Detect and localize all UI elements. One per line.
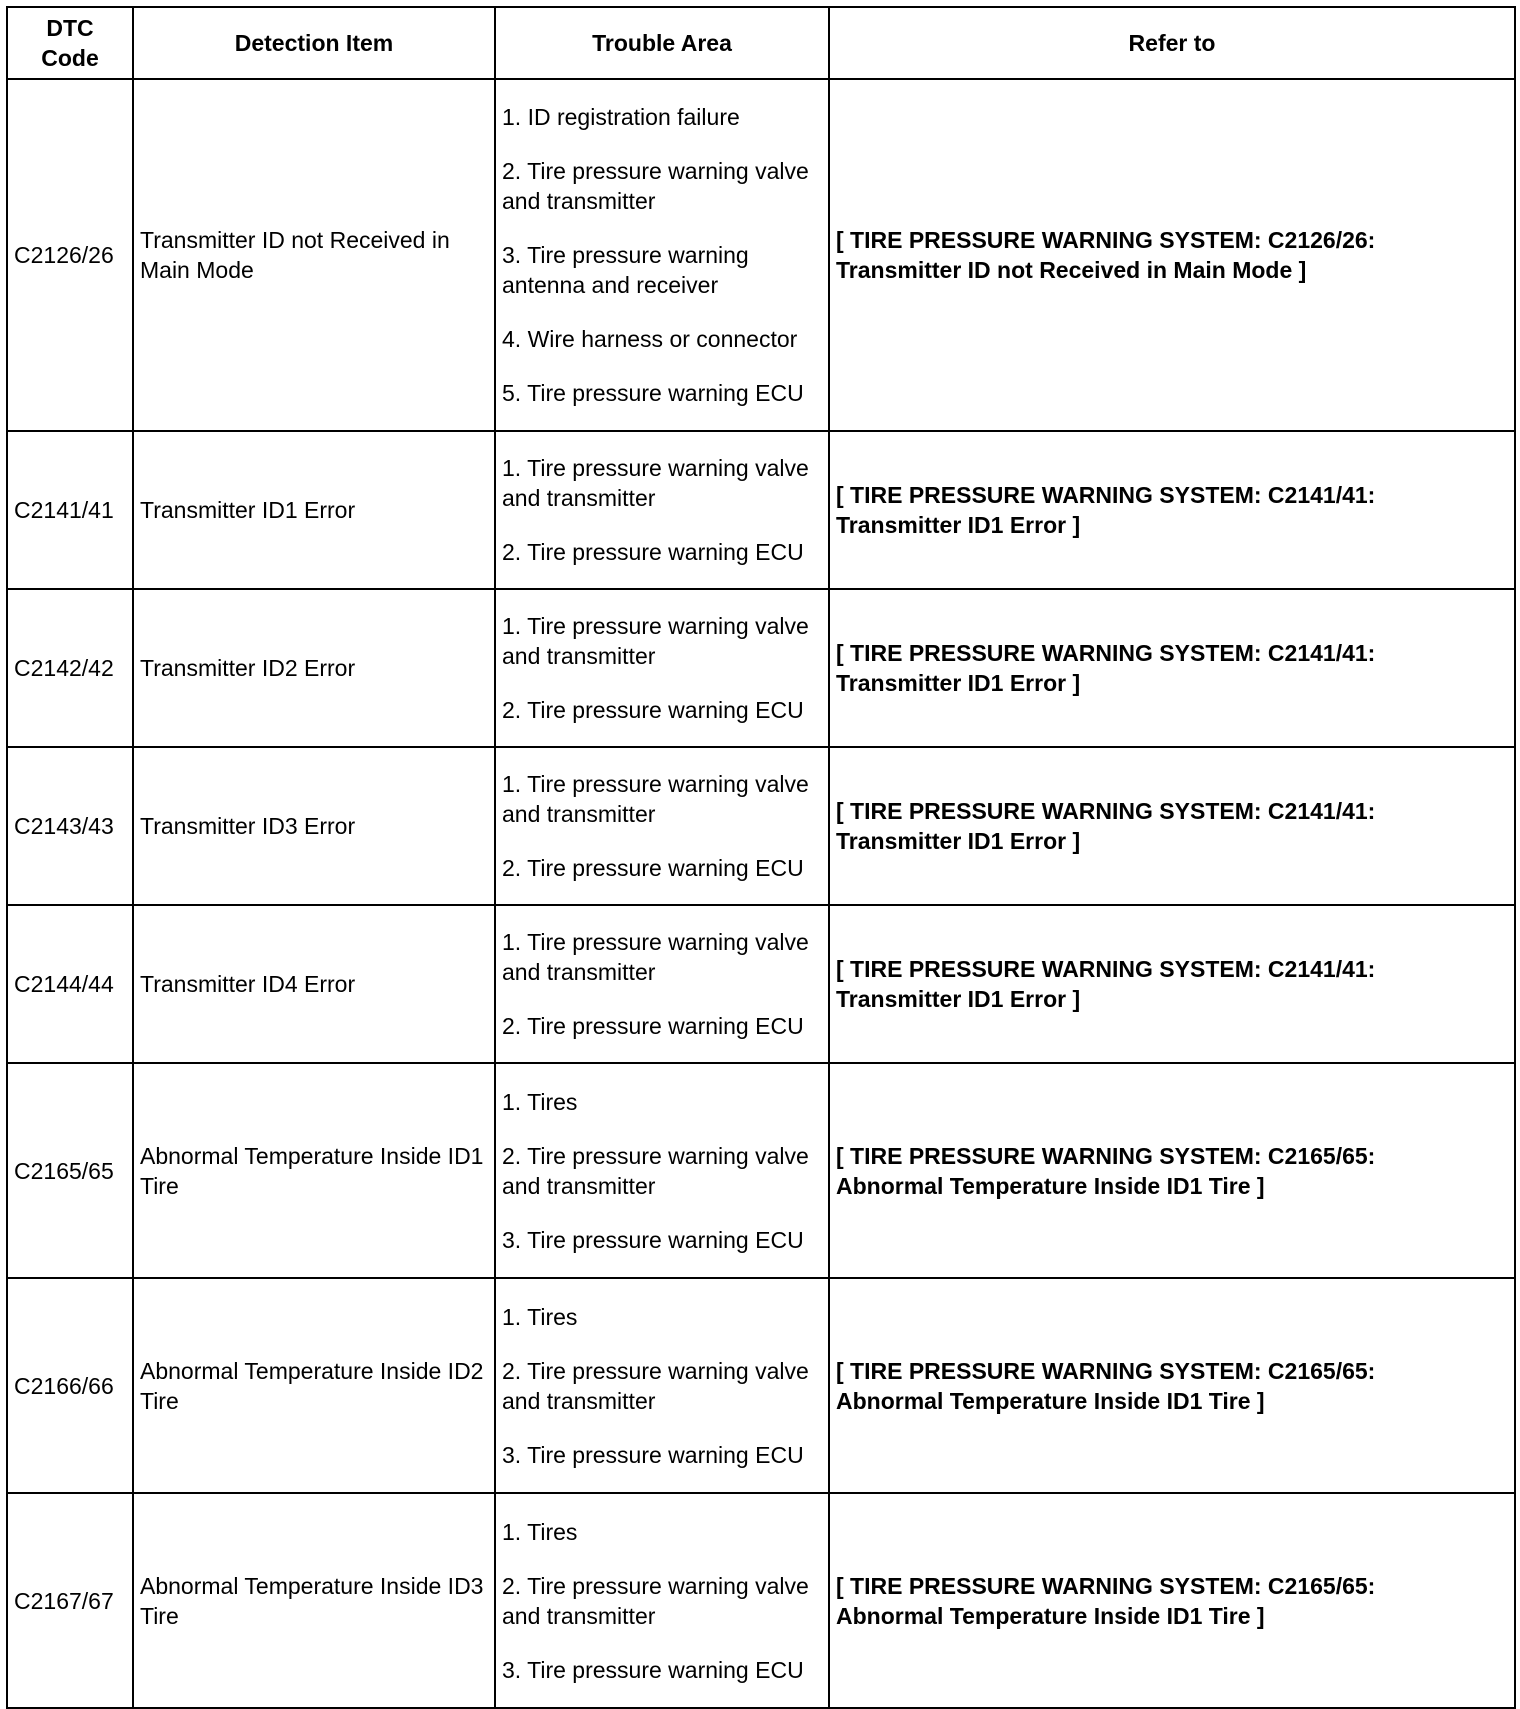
trouble-area-list — [502, 1087, 822, 1255]
trouble-area-item: 1. Tire pressure warning valve and transmitter — [502, 929, 809, 985]
trouble-area-item: 1. Tire pressure warning valve and transmitter — [502, 771, 809, 827]
refer-to-link[interactable]: [ TIRE PRESSURE WARNING SYSTEM: C2141/41: Transmitter ID1 Error ] — [836, 956, 1376, 1012]
refer-to-link[interactable]: [ TIRE PRESSURE WARNING SYSTEM: C2141/41: Transmitter ID1 Error ] — [836, 482, 1376, 538]
refer-to-cell — [829, 1493, 1515, 1708]
dtc-code-cell: C2165/65 — [7, 1063, 133, 1278]
trouble-area-item: 1. Tires — [502, 1303, 578, 1330]
refer-to-link[interactable]: [ TIRE PRESSURE WARNING SYSTEM: C2141/41: Transmitter ID1 Error ] — [836, 798, 1376, 854]
trouble-area-cell — [495, 1493, 829, 1708]
table-row — [7, 747, 1515, 905]
header-refer-to: Refer to — [829, 7, 1515, 79]
table-row — [7, 1278, 1515, 1493]
detection-item-cell: Transmitter ID3 Error — [133, 747, 495, 905]
table-header-row — [7, 7, 1515, 79]
dtc-code-cell: C2141/41 — [7, 431, 133, 589]
refer-to-cell — [829, 1063, 1515, 1278]
table-row — [7, 589, 1515, 747]
table-row — [7, 1493, 1515, 1708]
trouble-area-list — [502, 769, 822, 883]
detection-item-cell: Abnormal Temperature Inside ID2 Tire — [133, 1278, 495, 1493]
trouble-area-item: 1. ID registration failure — [502, 104, 740, 130]
trouble-area-cell — [495, 905, 829, 1063]
refer-to-cell — [829, 589, 1515, 747]
trouble-area-item: 1. Tire pressure warning valve and transmitter — [502, 613, 809, 669]
header-dtc-code: DTC Code — [7, 7, 133, 79]
refer-to-cell — [829, 905, 1515, 1063]
trouble-area-list — [502, 927, 822, 1041]
detection-item-cell: Abnormal Temperature Inside ID3 Tire — [133, 1493, 495, 1708]
trouble-area-cell — [495, 747, 829, 905]
header-trouble-area: Trouble Area — [495, 7, 829, 79]
trouble-area-cell — [495, 431, 829, 589]
refer-to-cell — [829, 79, 1515, 431]
trouble-area-list — [502, 611, 822, 725]
trouble-area-cell — [495, 589, 829, 747]
table-row — [7, 1063, 1515, 1278]
detection-item-cell: Transmitter ID4 Error — [133, 905, 495, 1063]
trouble-area-item: 4. Wire harness or connector — [502, 326, 798, 352]
detection-item-cell: Transmitter ID2 Error — [133, 589, 495, 747]
refer-to-link[interactable]: [ TIRE PRESSURE WARNING SYSTEM: C2141/41: Transmitter ID1 Error ] — [836, 640, 1376, 696]
trouble-area-item: 3. Tire pressure warning ECU — [502, 1441, 804, 1468]
trouble-area-item: 1. Tires — [502, 1088, 578, 1115]
trouble-area-list — [502, 1302, 822, 1470]
trouble-area-item: 5. Tire pressure warning ECU — [502, 380, 804, 406]
dtc-code-cell: C2166/66 — [7, 1278, 133, 1493]
trouble-area-cell — [495, 79, 829, 431]
dtc-table — [6, 6, 1516, 1709]
refer-to-cell — [829, 1278, 1515, 1493]
refer-to-link[interactable]: [ TIRE PRESSURE WARNING SYSTEM: C2165/65: Abnormal Temperature Inside ID1 Tire ] — [836, 1572, 1376, 1629]
dtc-code-cell: C2142/42 — [7, 589, 133, 747]
table-row — [7, 79, 1515, 431]
refer-to-link[interactable]: [ TIRE PRESSURE WARNING SYSTEM: C2165/65: Abnormal Temperature Inside ID1 Tire ] — [836, 1357, 1376, 1414]
refer-to-link[interactable]: [ TIRE PRESSURE WARNING SYSTEM: C2126/26: Transmitter ID not Received in Main Mode ] — [836, 227, 1376, 283]
refer-to-cell — [829, 431, 1515, 589]
detection-item-cell: Abnormal Temperature Inside ID1 Tire — [133, 1063, 495, 1278]
trouble-area-item: 2. Tire pressure warning valve and transmitter — [502, 1572, 809, 1629]
detection-item-cell: Transmitter ID1 Error — [133, 431, 495, 589]
dtc-code-cell: C2144/44 — [7, 905, 133, 1063]
trouble-area-item: 3. Tire pressure warning ECU — [502, 1226, 804, 1253]
trouble-area-item: 3. Tire pressure warning antenna and receiver — [502, 242, 749, 298]
trouble-area-item: 1. Tire pressure warning valve and transmitter — [502, 455, 809, 511]
dtc-code-cell: C2126/26 — [7, 79, 133, 431]
trouble-area-item: 1. Tires — [502, 1518, 578, 1545]
header-detection-item: Detection Item — [133, 7, 495, 79]
table-row — [7, 431, 1515, 589]
trouble-area-cell — [495, 1278, 829, 1493]
refer-to-cell — [829, 747, 1515, 905]
trouble-area-list — [502, 1517, 822, 1685]
refer-to-link[interactable]: [ TIRE PRESSURE WARNING SYSTEM: C2165/65: Abnormal Temperature Inside ID1 Tire ] — [836, 1142, 1376, 1199]
detection-item-cell: Transmitter ID not Received in Main Mode — [133, 79, 495, 431]
trouble-area-item: 2. Tire pressure warning valve and transmitter — [502, 158, 809, 214]
table-row — [7, 905, 1515, 1063]
dtc-code-cell: C2167/67 — [7, 1493, 133, 1708]
dtc-code-cell: C2143/43 — [7, 747, 133, 905]
trouble-area-item: 2. Tire pressure warning ECU — [502, 697, 804, 723]
trouble-area-item: 2. Tire pressure warning ECU — [502, 1013, 804, 1039]
trouble-area-list — [502, 453, 822, 567]
trouble-area-item: 3. Tire pressure warning ECU — [502, 1656, 804, 1683]
trouble-area-item: 2. Tire pressure warning valve and transmitter — [502, 1142, 809, 1199]
trouble-area-item: 2. Tire pressure warning valve and transmitter — [502, 1357, 809, 1414]
trouble-area-item: 2. Tire pressure warning ECU — [502, 855, 804, 881]
trouble-area-list — [502, 102, 822, 408]
trouble-area-cell — [495, 1063, 829, 1278]
trouble-area-item: 2. Tire pressure warning ECU — [502, 539, 804, 565]
